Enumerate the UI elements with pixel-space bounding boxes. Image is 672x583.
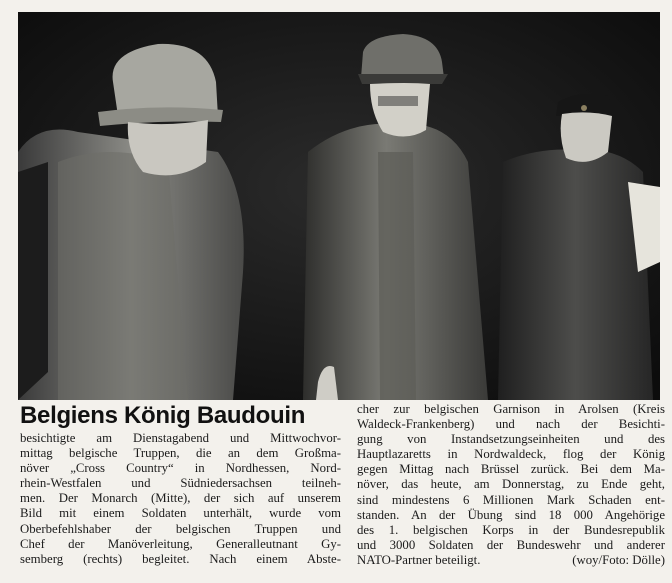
- text-line: besichtigte am Dienstagabend und Mittwochvor-: [20, 431, 341, 445]
- text-line: Chef der Manöverleitung, Generalleutnant Gy-: [20, 536, 341, 551]
- text-line: des 1. belgischen Korps in der Bundesrepublik: [357, 522, 665, 537]
- photo-credit: (woy/Foto: Dölle): [572, 552, 665, 567]
- text-line: növer, das heute, am Donnerstag, zu Ende geht,: [357, 477, 665, 492]
- text-line: Hauptlazaretts in Nordwaldeck, flog der König: [357, 447, 665, 462]
- text-line: Oberbefehlshaber der belgischen Truppen und: [20, 521, 341, 536]
- text-line: Bild mit einem Soldaten unterhält, wurde vom: [20, 506, 341, 521]
- text-line: men. Der Monarch (Mitte), der sich auf unserem: [20, 491, 341, 506]
- headline: Belgiens König Baudouin: [20, 402, 306, 429]
- text-line: standen. An der Übung sind 18 000 Angehörige: [357, 507, 665, 522]
- text-line: cher zur belgischen Garnison in Arolsen (Kreis: [357, 402, 665, 416]
- final-line: [357, 553, 665, 568]
- text-line: gung von Instandsetzungseinheiten und des: [357, 432, 665, 447]
- text-line: növer „Cross Country“ in Nordhessen, Nord-: [20, 461, 341, 476]
- text-line: mittag belgische Truppen, die an dem Großma-: [20, 446, 341, 461]
- text-line: Waldeck-Frankenberg) und nach der Besichti-: [357, 417, 665, 432]
- text-line: und 3000 Soldaten der Bundeswehr und anderer: [357, 537, 665, 552]
- text-line: semberg (rechts) begleitet. Nach einem Abste-: [20, 551, 341, 566]
- article-column-right: [357, 402, 665, 568]
- text-line: gegen Mittag nach Brüssel zurück. Bei dem Ma-: [357, 462, 665, 477]
- news-photo: [18, 12, 660, 400]
- article-column-left: [20, 431, 341, 567]
- photo-illustration: [18, 12, 660, 400]
- text-line-end: NATO-Partner beteiligt.: [357, 552, 481, 567]
- text-line: rhein-Westfalen und Südniedersachsen teilneh-: [20, 476, 341, 491]
- text-line: sind mindestens 6 Millionen Mark Schaden ent-: [357, 492, 665, 507]
